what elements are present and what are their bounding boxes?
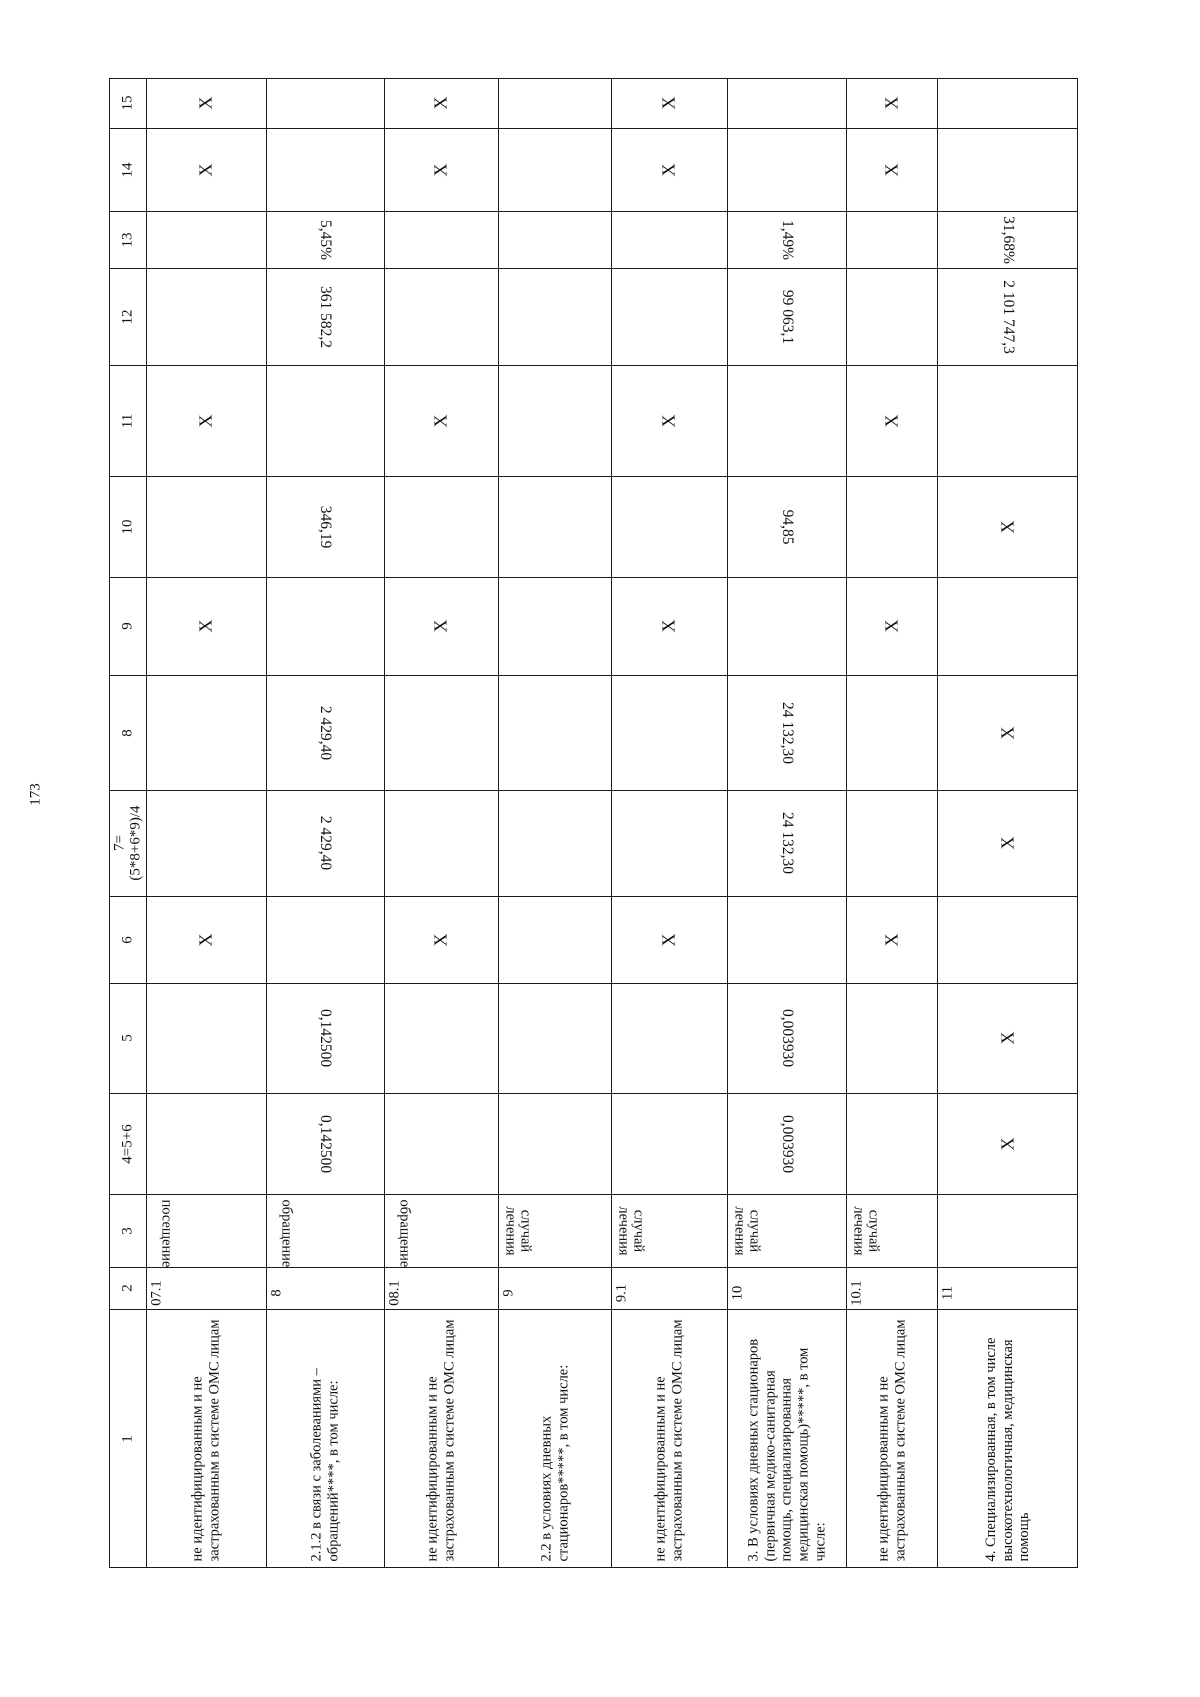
row-label: 2.1.2 в связи с заболеваниями – обращений****, в том числе: [308, 1367, 341, 1561]
not-applicable-mark: X [658, 619, 679, 633]
column-header-14: 14 [118, 162, 135, 177]
not-applicable-mark: X [997, 1137, 1018, 1150]
grid-line-vertical [266, 78, 267, 1568]
numeric-value: 361 582,2 [316, 285, 334, 348]
not-applicable-mark: X [997, 726, 1018, 739]
row-label: не идентифицированным и не застрахованным в системе ОМС лицам [652, 1318, 685, 1561]
column-header-2: 2 [118, 1284, 135, 1292]
not-applicable-mark: X [430, 163, 451, 176]
not-applicable-mark: X [881, 933, 902, 946]
grid-line-horizontal [109, 211, 1078, 212]
not-applicable-mark: X [195, 933, 216, 946]
grid-line-horizontal [109, 896, 1078, 897]
not-applicable-mark: X [195, 619, 216, 633]
column-header-9: 9 [118, 622, 135, 630]
not-applicable-mark: X [997, 836, 1018, 850]
unit-of-measure: случай лечения [851, 1205, 882, 1256]
grid-line-horizontal [109, 577, 1078, 578]
not-applicable-mark: X [430, 619, 451, 633]
column-header-4=5+6: 4=5+6 [118, 1123, 135, 1164]
grid-line-vertical [727, 78, 728, 1568]
column-header-11: 11 [118, 413, 135, 428]
not-applicable-mark: X [430, 414, 451, 427]
grid-line-horizontal [109, 675, 1078, 676]
table-frame [109, 78, 1078, 1568]
row-code: 9.1 [613, 1283, 630, 1303]
column-header-12: 12 [118, 309, 135, 324]
not-applicable-mark: X [881, 619, 902, 633]
column-header-7=(5*8+6*9)/4: 7=(5*8+6*9)/4 [110, 805, 143, 881]
not-applicable-mark: X [658, 96, 679, 110]
not-applicable-mark: X [430, 933, 451, 946]
grid-line-horizontal [109, 983, 1078, 984]
row-code: 8 [268, 1289, 285, 1297]
numeric-value: 0,142500 [316, 1114, 334, 1173]
unit-of-measure: обращение [278, 1199, 295, 1267]
numeric-value: 346,19 [316, 505, 334, 548]
numeric-value: 24 132,30 [778, 812, 796, 874]
row-label: 2.2 в условиях дневных стационаров*****, в том числе: [537, 1364, 571, 1561]
not-applicable-mark: X [430, 96, 451, 110]
not-applicable-mark: X [881, 163, 902, 176]
numeric-value: 2 429,40 [316, 815, 334, 871]
row-code: 11 [939, 1286, 956, 1300]
page-number: 173 [27, 783, 44, 806]
numeric-value: 5,45% [316, 219, 334, 260]
grid-line-horizontal [109, 1267, 1078, 1268]
row-code: 10.1 [848, 1280, 865, 1306]
numeric-value: 2 429,40 [316, 705, 334, 760]
row-label: не идентифицированным и не застрахованным в системе ОМС лицам [874, 1318, 908, 1561]
not-applicable-mark: X [881, 414, 902, 427]
grid-line-vertical [846, 78, 847, 1568]
row-label: не идентифицированным и не застрахованным в системе ОМС лицам [189, 1318, 222, 1561]
grid-line-horizontal [109, 1194, 1078, 1195]
grid-line-horizontal [109, 268, 1078, 269]
grid-line-vertical [384, 78, 385, 1568]
unit-of-measure: случай лечения [616, 1205, 647, 1256]
grid-line-vertical [937, 78, 938, 1568]
not-applicable-mark: X [997, 520, 1018, 533]
column-header-8: 8 [118, 728, 135, 737]
numeric-value: 0,003930 [778, 1008, 796, 1068]
numeric-value: 0,142500 [316, 1008, 334, 1068]
column-header-3: 3 [118, 1226, 135, 1235]
not-applicable-mark: X [997, 1031, 1018, 1045]
grid-line-horizontal [109, 1093, 1078, 1094]
grid-line-horizontal [109, 128, 1078, 129]
numeric-value: 99 063,1 [778, 289, 796, 344]
grid-line-vertical [498, 78, 499, 1568]
not-applicable-mark: X [881, 96, 902, 110]
numeric-value: 1,49% [778, 219, 796, 260]
column-header-15: 15 [118, 95, 135, 111]
unit-of-measure: случай лечения [503, 1205, 534, 1256]
row-code: 9 [500, 1289, 517, 1297]
column-header-10: 10 [118, 519, 135, 534]
unit-of-measure: случай лечения [732, 1205, 763, 1256]
numeric-value: 24 132,30 [778, 701, 796, 764]
column-header-6: 6 [118, 935, 135, 944]
row-code: 07.1 [148, 1280, 165, 1306]
not-applicable-mark: X [658, 163, 679, 176]
not-applicable-mark: X [195, 163, 216, 176]
grid-line-horizontal [109, 365, 1078, 366]
not-applicable-mark: X [195, 414, 216, 427]
unit-of-measure: обращение [396, 1199, 413, 1267]
not-applicable-mark: X [658, 414, 679, 427]
not-applicable-mark: X [195, 96, 216, 110]
row-label: не идентифицированным и не застрахованным в системе ОМС лицам [424, 1318, 457, 1561]
column-header-1: 1 [118, 1434, 135, 1443]
numeric-value: 2 101 747,3 [999, 279, 1017, 354]
not-applicable-mark: X [658, 933, 679, 946]
row-label: 3. В условиях дневных стационаров (первичная медико-санитарная помощь, специализированная медицинская помощь)*****, в том числе: [744, 1338, 828, 1561]
numeric-value: 31,68% [999, 215, 1017, 264]
column-header-13: 13 [118, 232, 135, 247]
numeric-value: 94,85 [778, 509, 796, 544]
grid-line-horizontal [109, 476, 1078, 477]
grid-line-vertical [146, 78, 147, 1568]
grid-line-horizontal [109, 1309, 1078, 1310]
grid-line-horizontal [109, 790, 1078, 791]
rotated-data-table [109, 78, 1078, 1568]
row-label: 4. Специализированная, в том числе высокотехнологичная, медицинская помощь [982, 1337, 1032, 1561]
row-code: 08.1 [386, 1280, 403, 1306]
row-code: 10 [729, 1285, 746, 1301]
numeric-value: 0,003930 [778, 1114, 796, 1173]
grid-line-vertical [611, 78, 612, 1568]
column-header-5: 5 [118, 1034, 135, 1042]
unit-of-measure: посещение [158, 1199, 175, 1267]
